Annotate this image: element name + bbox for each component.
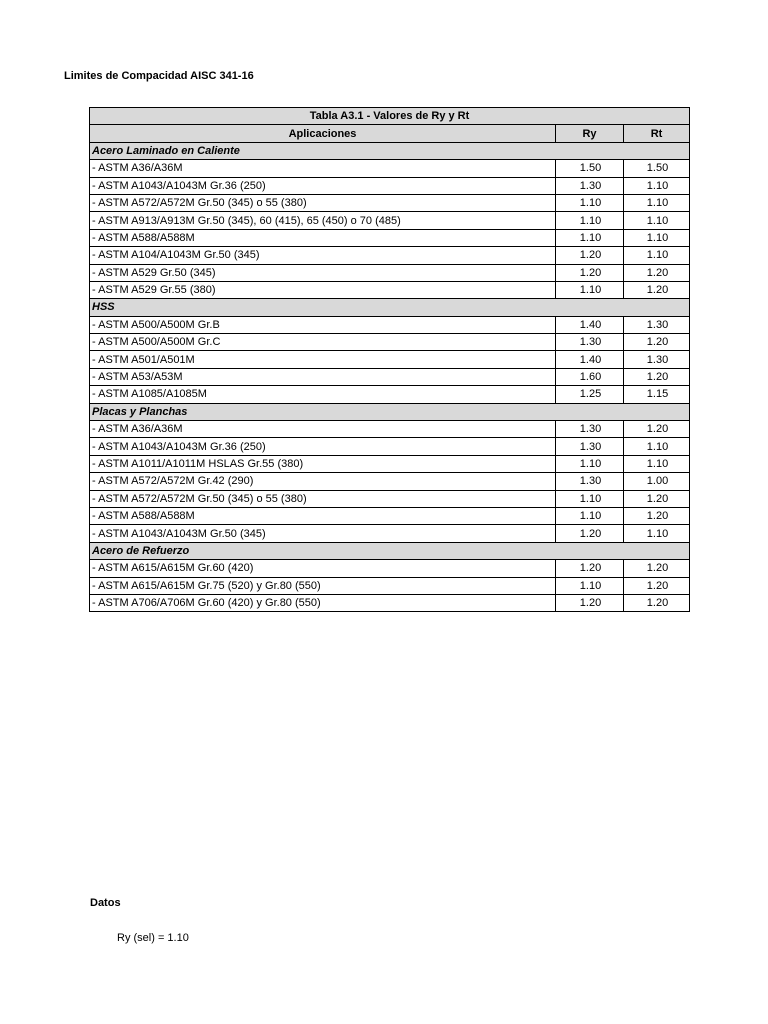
table-row xyxy=(90,368,690,385)
cell-rt: 1.20 xyxy=(624,577,690,594)
table-row xyxy=(90,490,690,507)
section-row xyxy=(90,142,690,159)
table-row xyxy=(90,507,690,524)
cell-aplicacion: - ASTM A1011/A1011M HSLAS Gr.55 (380) xyxy=(90,455,556,472)
cell-rt: 1.10 xyxy=(624,455,690,472)
cell-aplicacion: - ASTM A572/A572M Gr.50 (345) o 55 (380) xyxy=(90,194,556,211)
table-row xyxy=(90,212,690,229)
cell-ry: 1.10 xyxy=(556,212,624,229)
section-row xyxy=(90,403,690,420)
cell-aplicacion: - ASTM A913/A913M Gr.50 (345), 60 (415), 65 (450) o 70 (485) xyxy=(90,212,556,229)
cell-ry: 1.10 xyxy=(556,507,624,524)
cell-aplicacion: - ASTM A572/A572M Gr.50 (345) o 55 (380) xyxy=(90,490,556,507)
cell-rt: 1.10 xyxy=(624,438,690,455)
cell-rt: 1.10 xyxy=(624,212,690,229)
table-row xyxy=(90,525,690,542)
cell-rt: 1.10 xyxy=(624,194,690,211)
cell-aplicacion: - ASTM A1043/A1043M Gr.36 (250) xyxy=(90,438,556,455)
cell-ry: 1.10 xyxy=(556,490,624,507)
cell-ry: 1.30 xyxy=(556,438,624,455)
table-row xyxy=(90,334,690,351)
cell-aplicacion: - ASTM A1085/A1085M xyxy=(90,386,556,403)
cell-rt: 1.30 xyxy=(624,351,690,368)
cell-ry: 1.30 xyxy=(556,177,624,194)
table-row xyxy=(90,594,690,611)
cell-aplicacion: - ASTM A36/A36M xyxy=(90,160,556,177)
cell-rt: 1.20 xyxy=(624,490,690,507)
table-row xyxy=(90,351,690,368)
cell-rt: 1.15 xyxy=(624,386,690,403)
cell-ry: 1.10 xyxy=(556,455,624,472)
cell-ry: 1.25 xyxy=(556,386,624,403)
table-row xyxy=(90,247,690,264)
table-row xyxy=(90,438,690,455)
cell-aplicacion: - ASTM A588/A588M xyxy=(90,507,556,524)
section-row xyxy=(90,542,690,559)
cell-ry: 1.30 xyxy=(556,421,624,438)
cell-ry: 1.10 xyxy=(556,229,624,246)
cell-rt: 1.20 xyxy=(624,507,690,524)
cell-rt: 1.20 xyxy=(624,421,690,438)
section-title: Acero Laminado en Caliente xyxy=(90,142,690,159)
cell-rt: 1.20 xyxy=(624,560,690,577)
section-title: Placas y Planchas xyxy=(90,403,690,420)
cell-aplicacion: - ASTM A706/A706M Gr.60 (420) y Gr.80 (550) xyxy=(90,594,556,611)
section-row xyxy=(90,299,690,316)
cell-rt: 1.10 xyxy=(624,177,690,194)
cell-ry: 1.10 xyxy=(556,194,624,211)
cell-ry: 1.50 xyxy=(556,160,624,177)
cell-ry: 1.30 xyxy=(556,473,624,490)
header-ry: Ry xyxy=(556,125,624,142)
cell-aplicacion: - ASTM A36/A36M xyxy=(90,421,556,438)
table-row xyxy=(90,316,690,333)
cell-rt: 1.20 xyxy=(624,264,690,281)
table-row xyxy=(90,560,690,577)
table-row xyxy=(90,577,690,594)
table-row xyxy=(90,177,690,194)
table-body xyxy=(90,108,690,612)
page-title: Limites de Compacidad AISC 341-16 xyxy=(64,70,254,82)
table-header-row xyxy=(90,125,690,142)
datos-label: Datos xyxy=(90,897,121,909)
cell-rt: 1.10 xyxy=(624,229,690,246)
ry-rt-table xyxy=(89,107,690,612)
cell-rt: 1.20 xyxy=(624,281,690,298)
cell-aplicacion: - ASTM A529 Gr.50 (345) xyxy=(90,264,556,281)
table-row xyxy=(90,386,690,403)
section-title: Acero de Refuerzo xyxy=(90,542,690,559)
cell-aplicacion: - ASTM A1043/A1043M Gr.36 (250) xyxy=(90,177,556,194)
table-title-row xyxy=(90,108,690,125)
cell-aplicacion: - ASTM A500/A500M Gr.B xyxy=(90,316,556,333)
cell-ry: 1.40 xyxy=(556,351,624,368)
table-row xyxy=(90,473,690,490)
table-row xyxy=(90,194,690,211)
cell-aplicacion: - ASTM A53/A53M xyxy=(90,368,556,385)
cell-rt: 1.30 xyxy=(624,316,690,333)
cell-rt: 1.20 xyxy=(624,368,690,385)
cell-rt: 1.20 xyxy=(624,594,690,611)
cell-aplicacion: - ASTM A572/A572M Gr.42 (290) xyxy=(90,473,556,490)
section-title: HSS xyxy=(90,299,690,316)
cell-rt: 1.50 xyxy=(624,160,690,177)
cell-rt: 1.10 xyxy=(624,247,690,264)
table-row xyxy=(90,264,690,281)
cell-ry: 1.10 xyxy=(556,281,624,298)
cell-aplicacion: - ASTM A529 Gr.55 (380) xyxy=(90,281,556,298)
table-row xyxy=(90,229,690,246)
cell-rt: 1.00 xyxy=(624,473,690,490)
cell-ry: 1.60 xyxy=(556,368,624,385)
cell-aplicacion: - ASTM A1043/A1043M Gr.50 (345) xyxy=(90,525,556,542)
table-row xyxy=(90,160,690,177)
cell-aplicacion: - ASTM A588/A588M xyxy=(90,229,556,246)
table-row xyxy=(90,281,690,298)
cell-ry: 1.20 xyxy=(556,247,624,264)
cell-ry: 1.40 xyxy=(556,316,624,333)
cell-ry: 1.20 xyxy=(556,560,624,577)
cell-ry: 1.30 xyxy=(556,334,624,351)
header-aplicaciones: Aplicaciones xyxy=(90,125,556,142)
cell-aplicacion: - ASTM A615/A615M Gr.75 (520) y Gr.80 (550) xyxy=(90,577,556,594)
table-row xyxy=(90,455,690,472)
cell-aplicacion: - ASTM A500/A500M Gr.C xyxy=(90,334,556,351)
cell-rt: 1.10 xyxy=(624,525,690,542)
cell-aplicacion: - ASTM A501/A501M xyxy=(90,351,556,368)
cell-ry: 1.10 xyxy=(556,577,624,594)
ry-sel-value: Ry (sel) = 1.10 xyxy=(117,932,189,944)
cell-aplicacion: - ASTM A104/A1043M Gr.50 (345) xyxy=(90,247,556,264)
header-rt: Rt xyxy=(624,125,690,142)
cell-ry: 1.20 xyxy=(556,264,624,281)
table-row xyxy=(90,421,690,438)
cell-aplicacion: - ASTM A615/A615M Gr.60 (420) xyxy=(90,560,556,577)
cell-ry: 1.20 xyxy=(556,525,624,542)
cell-ry: 1.20 xyxy=(556,594,624,611)
table-title: Tabla A3.1 - Valores de Ry y Rt xyxy=(90,108,690,125)
cell-rt: 1.20 xyxy=(624,334,690,351)
